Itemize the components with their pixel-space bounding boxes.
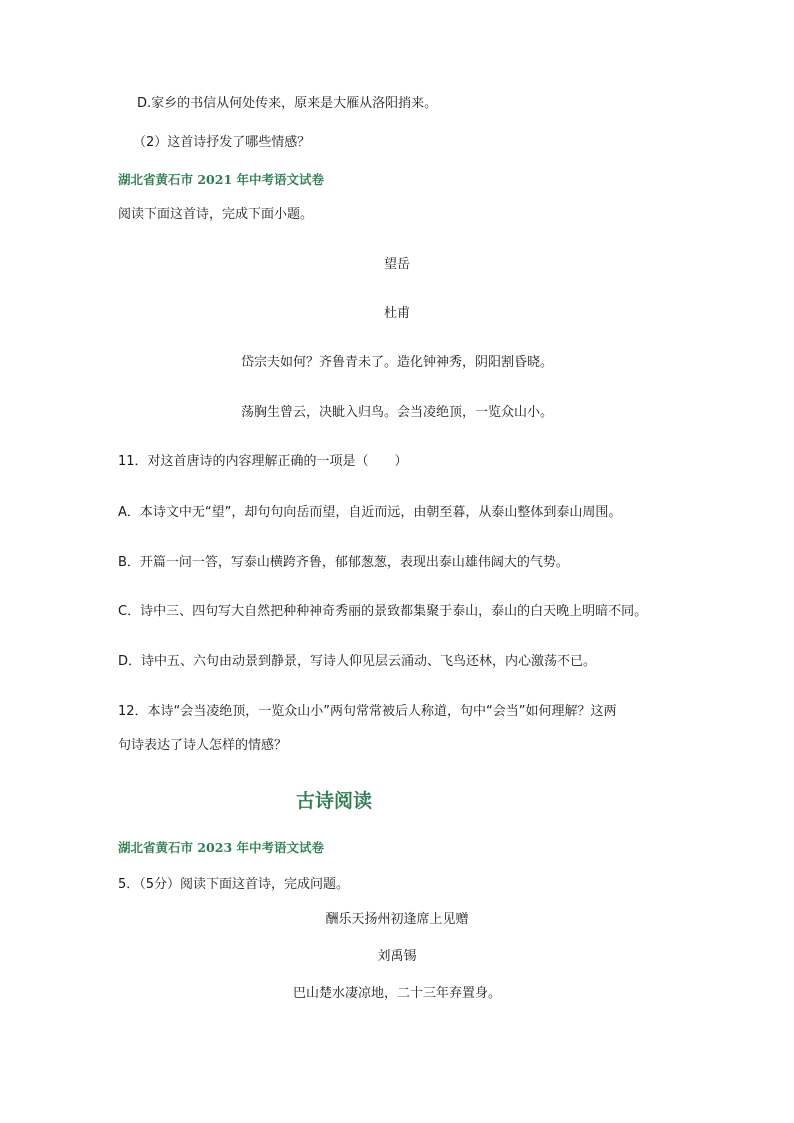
question-11-stem: 11．对这首唐诗的内容理解正确的一项是（ ）: [118, 454, 408, 469]
poem2-title: 酬乐天扬州初逢席上见赠: [325, 912, 469, 927]
question-11-option-b: B．开篇一问一答，写泰山横跨齐鲁，郁郁葱葱，表现出泰山雄伟阔大的气势。: [118, 555, 569, 570]
question-11-option-d: D．诗中五、六句由动景到静景，写诗人仰见层云涌动、飞鸟还林，内心激荡不已。: [118, 654, 597, 669]
question-12-line-1: 12．本诗“会当凌绝顶，一览众山小”两句常常被后人称道，句中“会当”如何理解？这两: [118, 704, 617, 719]
poem2-author: 刘禹锡: [377, 949, 417, 964]
question-2-text: （2）这首诗抒发了哪些情感？: [133, 135, 311, 150]
question-12-line-2: 句诗表达了诗人怎样的情感？: [118, 738, 288, 753]
question-11-option-c: C．诗中三、四句写大自然把种种神奇秀丽的景致都集聚于泰山，泰山的白天晚上明暗不同。: [118, 604, 648, 619]
poem-title: 望岳: [383, 257, 410, 272]
poem-line-1: 岱宗夫如何？齐鲁青未了。造化钟神秀，阴阳割昏晓。: [240, 355, 553, 370]
source-label-2023: 湖北省黄石市 2023 年中考语文试卷: [118, 840, 324, 855]
poem-line-2: 荡胸生曾云，决眦入归鸟。会当凌绝顶，一览众山小。: [240, 405, 553, 420]
question-5-instruction: 5．（5分）阅读下面这首诗，完成问题。: [118, 877, 350, 892]
section-heading: 古诗阅读: [296, 790, 373, 812]
option-d-text: D.家乡的书信从何处传来，原来是大雁从洛阳捎来。: [137, 96, 438, 111]
question-11-option-a: A．本诗文中无“望”，却句句向岳而望，自近而远，由朝至暮，从泰山整体到泰山周围。: [118, 505, 622, 520]
poem2-line-1: 巴山楚水凄凉地，二十三年弃置身。: [292, 986, 501, 1001]
poem-author: 杜甫: [383, 306, 410, 321]
source-label-2021: 湖北省黄石市 2021 年中考语文试卷: [118, 172, 324, 187]
reading-instruction: 阅读下面这首诗，完成下面小题。: [118, 207, 314, 222]
